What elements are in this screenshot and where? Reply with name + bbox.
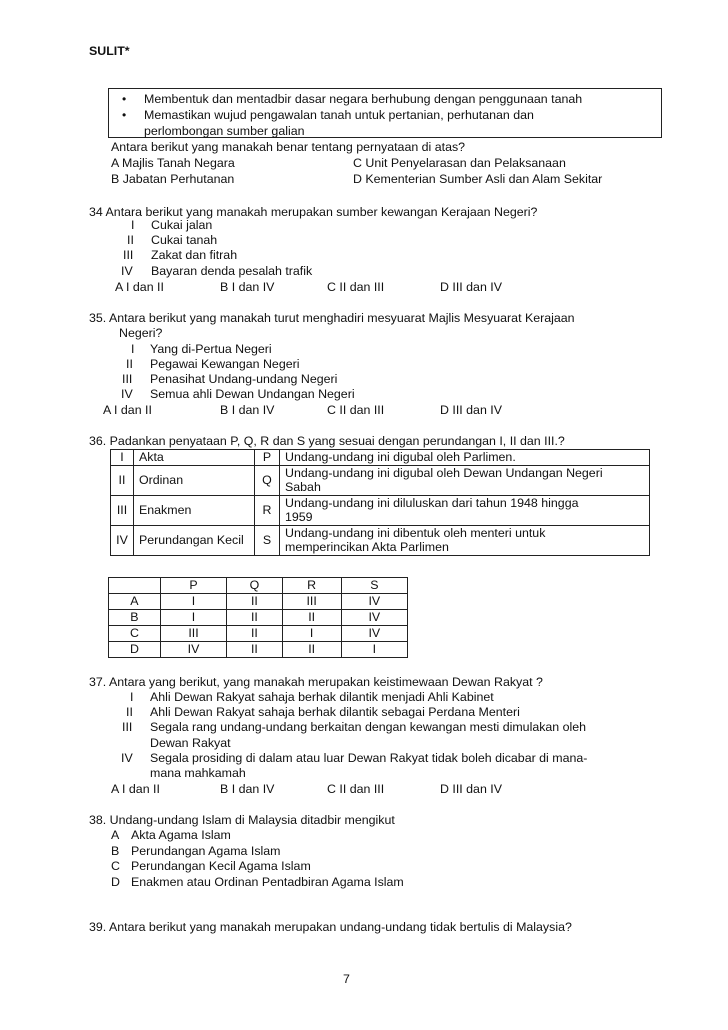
- table-row: [111, 495, 650, 525]
- q34-item-num: IV: [121, 264, 133, 278]
- statement-2: Memastikan wujud pengawalan tanah untuk pertanian, perhutanan dan: [144, 108, 534, 122]
- statement-letter: R: [255, 495, 280, 525]
- table-row: [111, 465, 650, 495]
- answer-cell: III: [282, 594, 341, 610]
- q35-item-num: I: [131, 342, 135, 356]
- q35-item: Penasihat Undang-undang Negeri: [150, 372, 338, 386]
- statement-line: memperincikan Akta Parlimen: [285, 540, 449, 554]
- answer-header-row: [109, 578, 408, 594]
- q33-option-a: A Majlis Tanah Negara: [111, 156, 235, 170]
- q37-item-cont: mana mahkamah: [150, 766, 246, 780]
- q33-stem: Antara berikut yang manakah benar tentang pernyataan di atas?: [111, 140, 466, 154]
- q35-item: Semua ahli Dewan Undangan Negeri: [150, 387, 355, 401]
- q38-option-letter: A: [111, 828, 120, 842]
- answer-cell: IV: [341, 594, 407, 610]
- statement-text: [280, 525, 650, 555]
- answer-table: [108, 577, 408, 658]
- q38-option-letter: B: [111, 844, 120, 858]
- statement-1: Membentuk dan mentadbir dasar negara berhubung dengan penggunaan tanah: [144, 92, 583, 106]
- q37-option-b: B I dan IV: [220, 782, 275, 796]
- answer-cell: I: [341, 642, 407, 658]
- q35-option-c: C II dan III: [327, 403, 385, 417]
- answer-cell: B: [109, 610, 161, 626]
- q37-option-d: D III dan IV: [440, 782, 502, 796]
- q37-item-num: IV: [121, 751, 133, 765]
- statement-text: [280, 495, 650, 525]
- row-number: I: [111, 450, 134, 466]
- statement-line: Undang-undang ini dibentuk oleh menteri untuk: [285, 525, 546, 540]
- q34-option-d: D III dan IV: [440, 280, 502, 294]
- q37-item: Ahli Dewan Rakyat sahaja berhak dilantik menjadi Ahli Kabinet: [150, 690, 494, 704]
- law-type: Enakmen: [134, 495, 255, 525]
- q37-item-num: I: [130, 690, 134, 704]
- header-cell: [109, 578, 161, 594]
- law-type: Ordinan: [134, 465, 255, 495]
- q34-item: Cukai jalan: [151, 218, 213, 232]
- q34-option-c: C II dan III: [327, 280, 385, 294]
- q37-stem: 37. Antara yang berikut, yang manakah merupakan keistimewaan Dewan Rakyat ?: [89, 675, 543, 689]
- answer-cell: I: [160, 594, 226, 610]
- table-row: [111, 450, 650, 466]
- q35-item-num: III: [122, 372, 133, 386]
- answer-cell: IV: [341, 626, 407, 642]
- q37-item: Segala prosiding di dalam atau luar Dewan Rakyat tidak boleh dicabar di mana-: [150, 751, 588, 765]
- q37-item-cont: Dewan Rakyat: [150, 736, 231, 750]
- answer-cell: C: [109, 626, 161, 642]
- q35-option-b: B I dan IV: [220, 403, 275, 417]
- q34-item: Bayaran denda pesalah trafik: [151, 264, 313, 278]
- statement-text: [280, 450, 650, 466]
- q37-item-num: II: [126, 705, 133, 719]
- q33-option-d: D Kementerian Sumber Asli dan Alam Sekitar: [353, 172, 603, 186]
- q37-option-c: C II dan III: [327, 782, 385, 796]
- header-cell: R: [282, 578, 341, 594]
- q34-item: Zakat dan fitrah: [151, 248, 238, 262]
- q34-option-b: B I dan IV: [220, 280, 275, 294]
- q35-option-d: D III dan IV: [440, 403, 502, 417]
- header-cell: S: [341, 578, 407, 594]
- q38-option-letter: D: [111, 875, 120, 889]
- q35-item: Yang di-Pertua Negeri: [150, 342, 272, 356]
- statement-2-cont: perlombongan sumber galian: [144, 124, 305, 138]
- answer-cell: I: [282, 626, 341, 642]
- q37-item: Ahli Dewan Rakyat sahaja berhak dilantik sebagai Perdana Menteri: [150, 705, 520, 719]
- q35-option-a: A I dan II: [103, 403, 152, 417]
- answer-row: [109, 626, 408, 642]
- q33-option-c: C Unit Penyelarasan dan Pelaksanaan: [353, 156, 566, 170]
- q38-option: Enakmen atau Ordinan Pentadbiran Agama Islam: [131, 875, 404, 889]
- q37-item: Segala rang undang-undang berkaitan dengan kewangan mesti dimulakan oleh: [150, 720, 587, 734]
- statement-letter: P: [255, 450, 280, 466]
- q37-option-a: A I dan II: [111, 782, 160, 796]
- header-cell: Q: [227, 578, 282, 594]
- q34-item-num: III: [123, 248, 134, 262]
- statement-line: Undang-undang ini diluluskan dari tahun 1948 hingga: [285, 495, 579, 510]
- answer-cell: A: [109, 594, 161, 610]
- confidential-mark: SULIT*: [89, 44, 130, 58]
- row-number: III: [111, 495, 134, 525]
- table-row: [111, 525, 650, 555]
- q34-stem: 34 Antara berikut yang manakah merupakan sumber kewangan Kerajaan Negeri?: [89, 205, 538, 219]
- answer-row: [109, 610, 408, 626]
- q34-item: Cukai tanah: [151, 233, 218, 247]
- answer-cell: IV: [341, 610, 407, 626]
- answer-row: [109, 642, 408, 658]
- q36-stem: 36. Padankan penyataan P, Q, R dan S yang sesuai dengan perundangan I, II dan III.?: [89, 434, 565, 448]
- q35-item-num: II: [126, 357, 133, 371]
- statement-line: Undang-undang ini digubal oleh Parlimen.: [285, 450, 516, 464]
- statement-text: [280, 465, 650, 495]
- law-type: Akta: [134, 450, 255, 466]
- answer-cell: II: [282, 642, 341, 658]
- bullet-icon: •: [122, 108, 127, 122]
- q38-stem: 38. Undang-undang Islam di Malaysia ditadbir mengikut: [89, 813, 395, 827]
- statement-letter: Q: [255, 465, 280, 495]
- q35-stem: 35. Antara berikut yang manakah turut menghadiri mesyuarat Majlis Mesyuarat Kerajaan: [89, 311, 575, 325]
- answer-cell: III: [160, 626, 226, 642]
- matching-table: [110, 449, 650, 556]
- answer-cell: D: [109, 642, 161, 658]
- answer-cell: II: [227, 642, 282, 658]
- answer-cell: II: [227, 626, 282, 642]
- q34-item-num: II: [127, 233, 134, 247]
- law-type: Perundangan Kecil: [134, 525, 255, 555]
- answer-row: [109, 594, 408, 610]
- bullet-icon: •: [122, 92, 127, 106]
- q34-option-a: A I dan II: [115, 280, 164, 294]
- statement-line: Undang-undang ini digubal oleh Dewan Undangan Negeri: [285, 465, 603, 480]
- q34-item-num: I: [131, 218, 135, 232]
- q33-option-b: B Jabatan Perhutanan: [111, 172, 235, 186]
- q35-item: Pegawai Kewangan Negeri: [150, 357, 300, 371]
- answer-cell: II: [227, 594, 282, 610]
- row-number: IV: [111, 525, 134, 555]
- q35-stem-cont: Negeri?: [119, 326, 163, 340]
- statement-line: Sabah: [285, 480, 321, 494]
- q38-option: Perundangan Agama Islam: [131, 844, 281, 858]
- answer-cell: II: [282, 610, 341, 626]
- row-number: II: [111, 465, 134, 495]
- q38-option: Perundangan Kecil Agama Islam: [131, 859, 311, 873]
- page-number: 7: [343, 972, 350, 986]
- q39-stem: 39. Antara berikut yang manakah merupakan undang-undang tidak bertulis di Malaysia?: [89, 920, 572, 934]
- statement-line: 1959: [285, 510, 313, 524]
- q38-option: Akta Agama Islam: [131, 828, 231, 842]
- answer-cell: IV: [160, 642, 226, 658]
- q35-item-num: IV: [121, 387, 133, 401]
- q37-item-num: III: [122, 720, 133, 734]
- answer-cell: II: [227, 610, 282, 626]
- q38-option-letter: C: [111, 859, 120, 873]
- header-cell: P: [160, 578, 226, 594]
- statement-letter: S: [255, 525, 280, 555]
- answer-cell: I: [160, 610, 226, 626]
